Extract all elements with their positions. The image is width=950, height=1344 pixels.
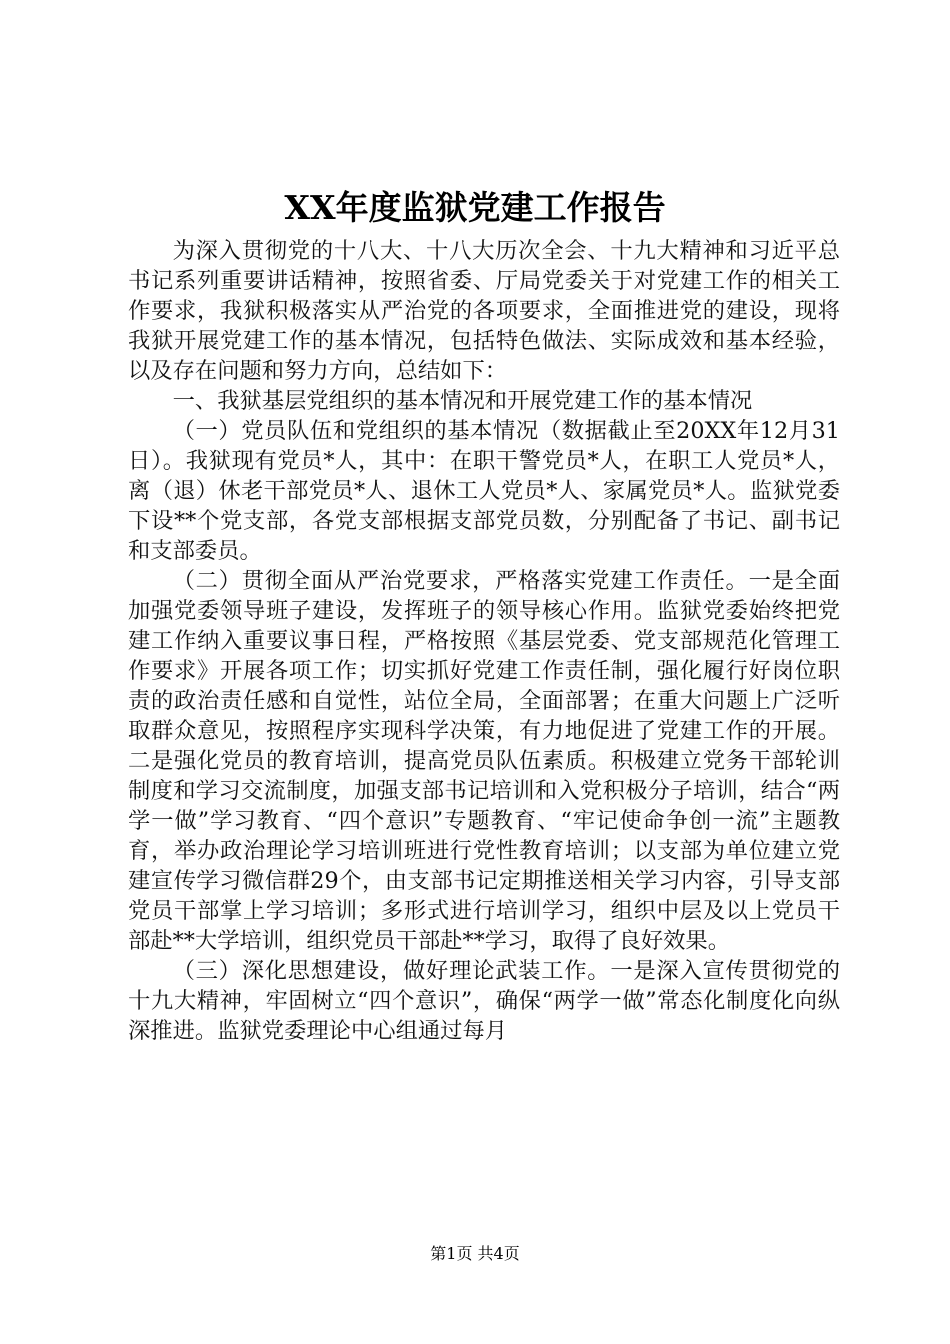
paragraph-subsection-2: （二）贯彻全面从严治党要求，严格落实党建工作责任。一是全面加强党委领导班子建设，发挥班子的领导核心作用。监狱党委始终把党建工作纳入重要议事日程，严格按照《基层党委、党支部规范化管理工作要求》开展各项工作；切实抓好党建工作责任制，强化履行好岗位职责的政治责任感和自觉性，站位全局，全面部署；在重大问题上广泛听取群众意见，按照程序实现科学决策，有力地促进了党建工作的开展。二是强化党员的教育培训，提高党员队伍素质。积极建立党务干部轮训制度和学习交流制度，加强支部书记培训和入党积极分子培训，结合“两学一做”学习教育、“四个意识”专题教育、“牢记使命争创一流”主题教育，举办政治理论学习培训班进行党性教育培训；以支部为单位建立党建宣传学习微信群29个，由支部书记定期推送相关学习内容，引导支部党员干部掌上学习培训；多形式进行培训学习，组织中层及以上党员干部赴**大学培训，组织党员干部赴**学习，取得了良好效果。 xyxy=(128,568,840,954)
section-heading-1: 一、我狱基层党组织的基本情况和开展党建工作的基本情况 xyxy=(172,388,753,414)
paragraph-subsection-3: （三）深化思想建设，做好理论武装工作。一是深入宣传贯彻党的十九大精神，牢固树立“四个意识”，确保“两学一做”常态化制度化向纵深推进。监狱党委理论中心组通过每月 xyxy=(128,958,840,1044)
paragraph-intro: 为深入贯彻党的十八大、十八大历次全会、十九大精神和习近平总书记系列重要讲话精神，按照省委、厅局党委关于对党建工作的相关工作要求，我狱积极落实从严治党的各项要求，全面推进党的建设，现将我狱开展党建工作的基本情况，包括特色做法、实际成效和基本经验，以及存在问题和努力方向，总结如下： xyxy=(128,238,840,384)
document-title: XX年度监狱党建工作报告 xyxy=(284,188,666,227)
document-body xyxy=(128,236,840,1046)
paragraph-subsection-1: （一）党员队伍和党组织的基本情况（数据截止至20XX年12月31日）。我狱现有党员*人，其中：在职干警党员*人，在职工人党员*人，离（退）休老干部党员*人、退休工人党员*人、家属党员*人。监狱党委下设**个党支部，各党支部根据支部党员数，分别配备了书记、副书记和支部委员。 xyxy=(128,418,840,564)
page-number-footer: 第1页 共4页 xyxy=(430,1244,520,1263)
